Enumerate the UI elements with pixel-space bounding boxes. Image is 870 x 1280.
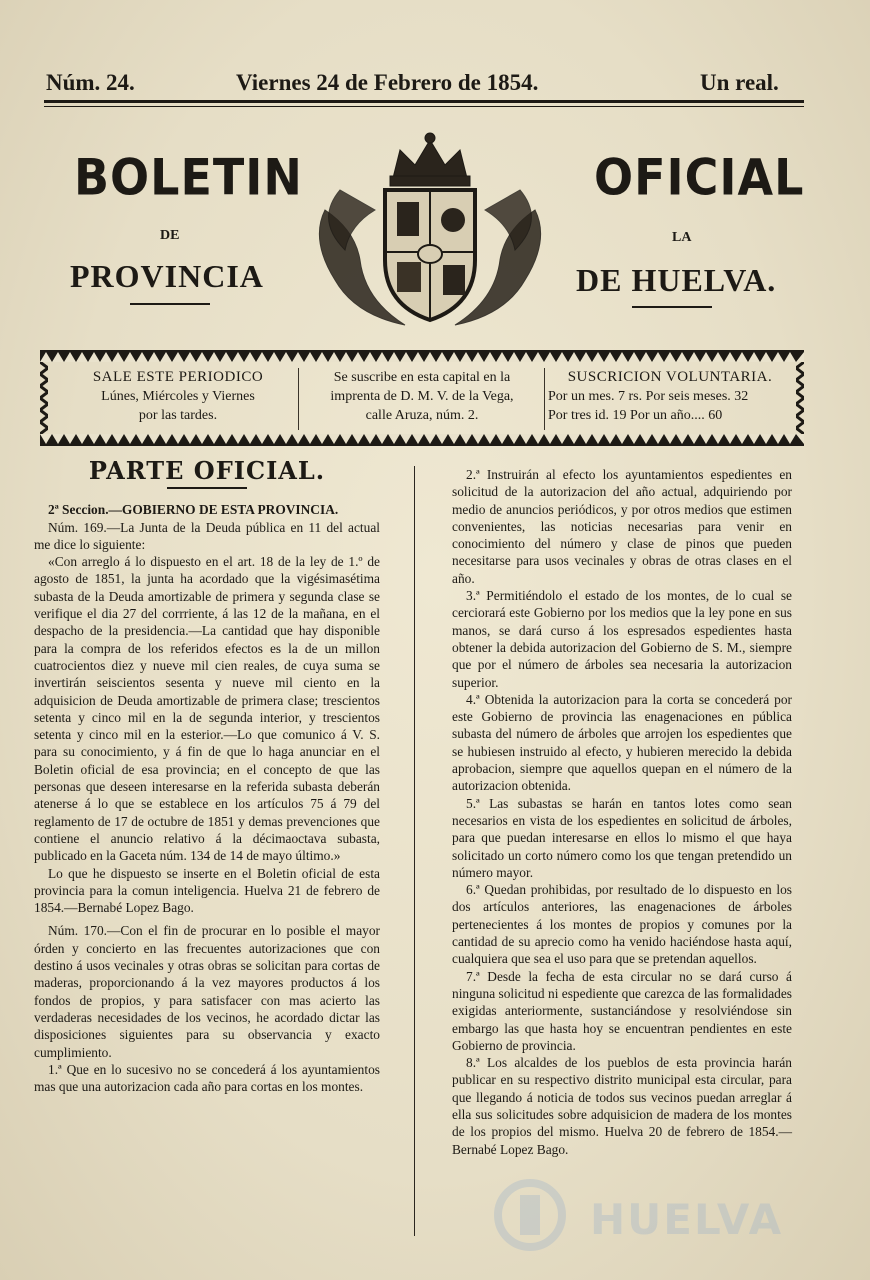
- left-column: [34, 456, 380, 1095]
- column-divider: [414, 466, 415, 1236]
- notice-170-intro: Núm. 170.—Con el fin de procurar en lo posible el mayor órden y concierto en las frecuentes autorizaciones que con destino á usos vecinales y otras obras se solicitan para cortas de maderas, proporcionando á la vez mayores productos á los fondos de propios, y para satisfacer con mas acierto las verdaderas necesidades de los vecinos, he acordado dictar las disposiciones siguientes para su observancia y exacto cumplimiento.: [34, 923, 380, 1060]
- coat-of-arms-icon: [305, 130, 555, 335]
- article-5: 5.ª Las subastas se harán en tantos lotes como sean necesarios en vista de los espedientes en solicitud de árboles, para que puedan interesarse en ellos lo mismo el que haya solicitado un corto número como los que tengan pretendido un número mayor.: [452, 795, 792, 880]
- place-line-2: imprenta de D. M. V. de la Vega,: [330, 389, 514, 404]
- article-4: 4.ª Obtenida la autorizacion para la corta se concederá por este Gobierno de provincia las enagenaciones en pública subasta del número de árboles que arrojen los espedientes que se hubiesen instruido al efecto, y hubieren merecido la debida aprobacion, siempre que aquellos quepan en el número de la autorizacion obtenida.: [452, 691, 792, 794]
- place-line-3: calle Aruza, núm. 2.: [365, 408, 479, 423]
- prices-line-1: Por un mes. 7 rs. Por seis meses. 32: [548, 389, 749, 404]
- prices-line-2: Por tres id. 19 Por un año.... 60: [548, 408, 723, 423]
- notice-169-body: «Con arreglo á lo dispuesto en el art. 18 de la ley de 1.º de agosto de 1851, la junta ha acordado que la vigésimasétima subasta de la Deuda amortizable de primera y segunda clase se verifique el dia 27 del corrriente, á las 12 de la mañana, en el despacho de la presidencia.—La cantidad que hay disponible para la compra de los referidos efectos es la de un millon cuatrocientos diez y nueve mil cien reales, de cuya suma se invertirán seiscientos sesenta y nueve mil ciento en la adquisicion de Deuda amortizable de primera clase; trescientos setenta y cinco mil en la de segunda interior, y trescientos setenta y cinco mil en la esterior.—Lo que comunico á V. S. para su conocimiento, y á fin de que lo haga anunciar en el Boletin oficial de esa provincia; en el concepto de que las personas que deseen interesarse en la referida subasta deberán atenerse á lo que se establece en los artículos 75 á 79 del reglamento de 17 de octubre de 1851 y demas prevenciones que contiene el anuncio relativo á la décimaoctava subasta, publicado en la Gaceta núm. 134 de 14 de mayo último.»: [34, 554, 380, 864]
- article-2: 2.ª Instruirán al efecto los ayuntamientos espedientes en solicitud de la autorizacion del año actual, adquiriendo por medio de anuncios periódicos, y por otros medios que estimen convenientes, las noticias necesarias para venir en conocimiento del número y clase de pinos que pueden necesitarse para usos vecinales y obras de otras clases en el año.: [452, 467, 792, 586]
- zigzag-border-left: [40, 362, 48, 434]
- schedule-days: Lúnes, Miércoles y Viernes: [101, 389, 255, 404]
- article-8: 8.ª Los alcaldes de los pueblos de esta provincia harán publicar en su respectivo distrito municipal esta circular, para que llegando á noticia de todos sus vecinos puedan arreglar á ella sus solicitudes sobre adquisicion de madera de los montes de los propios del mismo. Huelva 20 de febrero de 1854.—Bernabé Lopez Bago.: [452, 1055, 792, 1157]
- zigzag-border-top: [40, 350, 804, 362]
- article-3: 3.ª Permitiéndolo el estado de los montes, de lo cual se cerciorará este Gobierno por los medios que la ley pone en sus manos, se dará curso á los espresados espedientes hasta obtener la debida autorizacion del Gobierno de S. M., siempre que por el número de árboles sea necesaria la autorizacion superior.: [452, 588, 792, 690]
- issue-line: [44, 70, 804, 102]
- masthead-provincia: PROVINCIA: [70, 258, 264, 294]
- watermark-text: HUELVA: [590, 1195, 784, 1244]
- archive-watermark: [480, 1175, 800, 1255]
- notice-169-signature: Lo que he dispuesto se inserte en el Boletin oficial de esta provincia para la comun inteligencia. Huelva 21 de febrero de 1854.—Bernabé Lopez Bago.: [34, 865, 380, 916]
- top-rule: [44, 100, 804, 103]
- subscription-box: [40, 350, 804, 446]
- schedule-title: SALE ESTE PERIODICO: [92, 369, 264, 385]
- zigzag-border-bottom: [40, 434, 804, 446]
- section-heading: 2ª Seccion.—GOBIERNO DE ESTA PROVINCIA.: [48, 502, 339, 518]
- ornament-rule-left: [130, 303, 210, 305]
- notice-169-intro: Núm. 169.—La Junta de la Deuda pública en 11 del actual me dice lo siguiente:: [34, 519, 380, 552]
- section-title-rule: [167, 487, 247, 489]
- masthead-de: DE: [160, 228, 180, 243]
- article-6: 6.ª Quedan prohibidas, por resultado de lo dispuesto en los dos artículos anteriores, las enagenaciones de árboles pertenecientes á los montes de propios y comunes por la cantidad de su aprecio como ha venido haciéndose hasta aquí, cualquiera que sea el uso para que se pretendan aquellos.: [452, 882, 792, 967]
- notice-170-article-1: 1.ª Que en lo sucesivo no se concederá á los ayuntamientos mas que una autorizacion cada año para cortas en los montes.: [34, 1061, 380, 1095]
- masthead-la: LA: [672, 230, 692, 245]
- watermark-logo-icon: [480, 1175, 580, 1255]
- ornament-rule-right: [632, 306, 712, 308]
- info-divider-2: [544, 368, 545, 430]
- issue-number: Núm. 24.: [46, 70, 135, 95]
- masthead-oficial: OFICIAL: [594, 147, 805, 207]
- masthead-boletin: BOLETIN: [74, 147, 303, 207]
- info-divider-1: [298, 368, 299, 430]
- prices-title: SUSCRICION VOLUNTARIA.: [567, 369, 773, 385]
- schedule-time: por las tardes.: [138, 408, 218, 423]
- place-line-1: Se suscribe en esta capital en la: [333, 370, 511, 385]
- section-title: PARTE OFICIAL.: [88, 456, 326, 485]
- top-rule-thin: [44, 106, 804, 107]
- issue-price: Un real.: [700, 70, 779, 95]
- subscription-place: [302, 368, 542, 425]
- right-column: [452, 466, 792, 1158]
- masthead-de-huelva: DE HUELVA.: [576, 262, 777, 298]
- article-7: 7.ª Desde la fecha de esta circular no se dará curso á ninguna solicitud ni espediente que carezca de las formalidades exigidas anteriormente, sustanciándose y resolviéndose sin embargo las que hasta hoy se encuentran pendientes en este Gobierno de provincia.: [452, 968, 792, 1053]
- zigzag-border-right: [796, 362, 804, 434]
- publication-schedule: [58, 368, 298, 425]
- subscription-prices: [548, 368, 792, 425]
- issue-date: Viernes 24 de Febrero de 1854.: [236, 70, 539, 95]
